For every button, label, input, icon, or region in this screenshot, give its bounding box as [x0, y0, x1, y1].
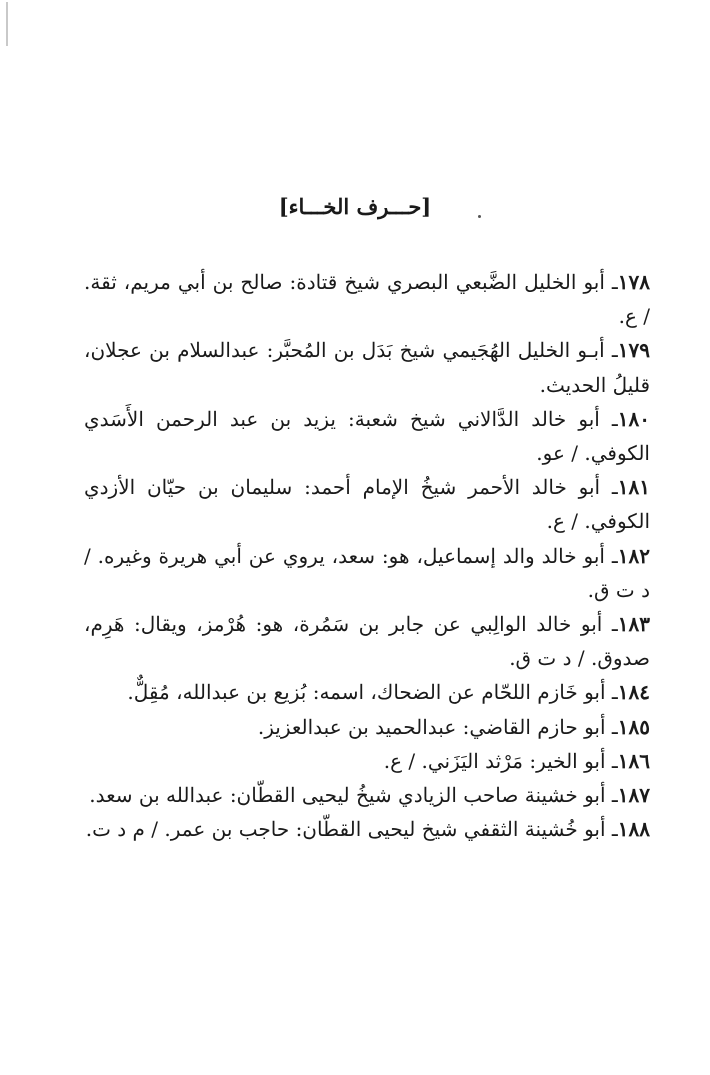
entry-text: أبو خشينة صاحب الزيادي شيخُ ليحيى القطّان: عبدالله بن سعد.: [89, 783, 606, 808]
entry-183: ١٨٣ـ أبو خالد الوالِبي عن جابر بن سَمُرة، هو: هُرْمز، ويقال: هَرِم، صدوق. / د ت ق.: [84, 612, 651, 671]
entry-number: ١٧٨: [617, 270, 650, 294]
entry-185: ١٨٥ـ أبو حازم القاضي: عبدالحميد بن عبدالعزيز.: [257, 714, 650, 739]
entry-184: ١٨٤ـ أبو خَازم اللحّام عن الضحاك، اسمه: بُزيع بن عبدالله، مُقِلٌّ.: [127, 680, 650, 705]
entry-text: أبو خالد والد إسماعيل، هو: سعد، يروي عن أبي هريرة وغيره. / د ت ق.: [84, 543, 650, 602]
entry-text: أبـو الخليل الهُجَيمي شيخ بَدَل بن المُحبَّر: عبدالسلام بن عجلان، قليلُ الحديث.: [84, 338, 650, 397]
section-heading: [حـــرف الخـــاء]: [278, 194, 432, 219]
entry-number: ١٨٦: [617, 748, 650, 773]
entry-number: ١٧٩: [617, 338, 650, 363]
entry-number: ١٨٧: [617, 783, 650, 808]
entries-list: [84, 265, 650, 846]
entry-text: أبو خالد الوالِبي عن جابر بن سَمُرة، هو: هُرْمز، ويقال: هَرِم، صدوق. / د ت ق.: [84, 612, 650, 671]
entry-188: ١٨٨ـ أبو خُشينة الثقفي شيخ ليحيى القطّان: حاجب بن عمر. / م د ت.: [85, 817, 650, 842]
entry-text: أبو حازم القاضي: عبدالحميد بن عبدالعزيز.: [257, 714, 606, 739]
entry-number: ١٨٢: [617, 543, 650, 568]
entry-text: أبو الخير: مَرْثد اليَزَني. / ع.: [383, 748, 606, 773]
entry-number: ١٨١: [617, 475, 651, 500]
entry-186: ١٨٦ـ أبو الخير: مَرْثد اليَزَني. / ع.: [383, 748, 650, 773]
entry-180: ١٨٠ـ أبو خالد الدَّالاني شيخ شعبة: يزيد بن عبد الرحمن الأَسَدي الكوفي. / عو.: [84, 406, 651, 466]
entry-179: ١٧٩ـ أبـو الخليل الهُجَيمي شيخ بَدَل بن المُحبَّر: عبدالسلام بن عجلان، قليلُ الحديث.: [84, 338, 650, 397]
entry-187: ١٨٧ـ أبو خشينة صاحب الزيادي شيخُ ليحيى القطّان: عبدالله بن سعد.: [89, 783, 650, 808]
entry-number: ١٨٨: [617, 817, 650, 842]
entry-number: ١٨٣: [617, 612, 651, 637]
entry-text: أبو خالد الأحمر شيخُ الإمام أحمد: سليمان بن حيّان الأزدي الكوفي. / ع.: [84, 475, 650, 534]
entry-number: ١٨٠: [617, 406, 651, 431]
entry-178: ١٧٨ـ أبو الخليل الضَّبعي البصري شيخ قتادة: صالح بن أبي مريم، ثقة. / ع.: [84, 270, 650, 329]
entry-text: أبو الخليل الضَّبعي البصري شيخ قتادة: صالح بن أبي مريم، ثقة. / ع.: [84, 270, 650, 329]
entry-text: أبو خُشينة الثقفي شيخ ليحيى القطّان: حاجب بن عمر. / م د ت.: [85, 817, 606, 842]
entry-number: ١٨٥: [617, 714, 650, 739]
entry-text: أبو خَازم اللحّام عن الضحاك، اسمه: بُزيع بن عبدالله، مُقِلٌّ.: [127, 680, 606, 705]
entry-181: ١٨١ـ أبو خالد الأحمر شيخُ الإمام أحمد: سليمان بن حيّان الأزدي الكوفي. / ع.: [84, 475, 651, 534]
entry-number: ١٨٤: [617, 680, 650, 705]
entry-text: أبو خالد الدَّالاني شيخ شعبة: يزيد بن عبد الرحمن الأَسَدي الكوفي. / عو.: [84, 406, 650, 466]
margin-mark: [6, 2, 8, 46]
entry-182: ١٨٢ـ أبو خالد والد إسماعيل، هو: سعد، يروي عن أبي هريرة وغيره. / د ت ق.: [84, 543, 650, 602]
